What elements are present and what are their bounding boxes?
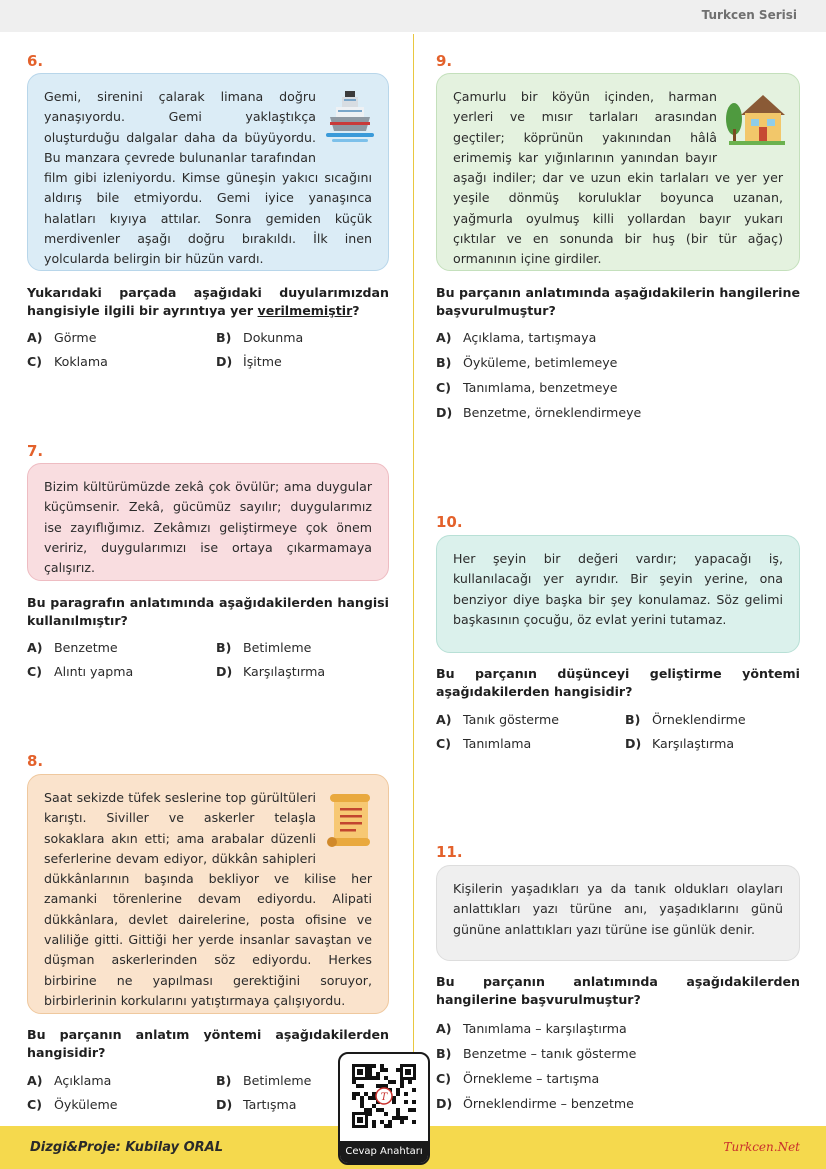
question-6-option-b[interactable]: [216, 330, 303, 346]
option-text: Açıklama, tartışmaya: [463, 330, 597, 345]
question-11-stem: Bu parçanın anlatımında aşağıdakilerden hangilerine başvurulmuştur?: [436, 974, 800, 1007]
option-text: Açıklama: [54, 1073, 112, 1088]
option-letter: B): [436, 355, 452, 370]
question-11-option-b[interactable]: [436, 1046, 636, 1062]
question-9-passage-box: [436, 73, 800, 271]
question-10-number: 10.: [436, 513, 463, 531]
option-letter: B): [436, 1046, 452, 1061]
question-10-passage-text: Her şeyin bir değeri vardır; yapacağı iş, kullanılacağı yer ayrıdır. Bir şeyin yerine, ona benziyor diye başka bir şey konulamaz. Söz gelimi başkasının çocuğu, öz evlat yerini tutamaz.: [453, 551, 783, 627]
option-text: Karşılaştırma: [652, 736, 735, 751]
option-letter: A): [27, 330, 43, 345]
question-8-stem: Bu parçanın anlatım yöntemi aşağıdakilerden hangisidir?: [27, 1027, 389, 1060]
option-text: Görme: [54, 330, 97, 345]
option-letter: D): [216, 1097, 233, 1112]
option-letter: C): [436, 736, 451, 751]
option-text: Betimleme: [243, 640, 312, 655]
option-letter: D): [216, 664, 233, 679]
scroll-icon: [324, 790, 376, 858]
option-text: Örneklendirme – benzetme: [463, 1096, 634, 1111]
answer-key-label: Cevap Anahtarı: [340, 1141, 428, 1163]
option-letter: C): [436, 380, 451, 395]
question-9-option-c[interactable]: [436, 380, 618, 396]
turkcen-logo: Turkcen.Net: [723, 1140, 800, 1154]
question-9-number: 9.: [436, 52, 453, 70]
question-10-option-d[interactable]: [625, 736, 734, 752]
question-7-option-c[interactable]: [27, 664, 133, 680]
question-7-passage-box: [27, 463, 389, 581]
option-text: Tanımlama, benzetmeye: [463, 380, 618, 395]
question-7-option-d[interactable]: [216, 664, 325, 680]
question-8-option-a[interactable]: [27, 1073, 111, 1089]
option-letter: B): [625, 712, 641, 727]
option-text: Karşılaştırma: [243, 664, 326, 679]
question-6-passage-box: [27, 73, 389, 271]
footer-credit: Dizgi&Proje: Kubilay ORAL: [30, 1140, 223, 1155]
question-11-option-a[interactable]: [436, 1021, 627, 1037]
question-8-option-c[interactable]: [27, 1097, 118, 1113]
question-6-stem-end: ?: [352, 303, 360, 318]
option-text: Öyküleme: [54, 1097, 118, 1112]
question-7-option-b[interactable]: [216, 640, 311, 656]
header-bar: [0, 0, 826, 32]
question-9-passage-text: Çamurlu bir köyün içinden, harman yerleri ve mısır tarlaları arasından geçtiler; köprünün yakınından hâlâ erimemiş kar yığınlarının yanından bayır aşağı indiler; dar ve uzun ekin tarlaları ve yer yer yeşile dönmüş koruluklar boyunca uzanan, yağmurla oyulmuş killi yollardan bayır yukarı çıktılar ve en sonunda bir huş (bir tür ağaç) ormanının içine girdiler.: [453, 89, 783, 267]
question-6-option-a[interactable]: [27, 330, 96, 346]
option-letter: A): [436, 330, 452, 345]
option-letter: C): [27, 1097, 42, 1112]
option-text: Betimleme: [243, 1073, 312, 1088]
option-letter: B): [216, 1073, 232, 1088]
question-10-stem: Bu parçanın düşünceyi geliştirme yöntemi aşağıdakilerden hangisidir?: [436, 666, 800, 699]
question-6-number: 6.: [27, 52, 44, 70]
question-7-stem: Bu paragrafın anlatımında aşağıdakilerden hangisi kullanılmıştır?: [27, 595, 389, 628]
answer-key-qr-card[interactable]: [338, 1052, 430, 1165]
option-text: Alıntı yapma: [54, 664, 134, 679]
question-8-number: 8.: [27, 752, 44, 770]
question-9-stem: Bu parçanın anlatımında aşağıdakilerin hangilerine başvurulmuştur?: [436, 285, 800, 318]
question-6-passage-text: Gemi, sirenini çalarak limana doğru yanaşıyordu. Gemi yaklaştıkça oluşturduğu dalgalar daha da büyüyordu. Bu manzara çevrede bulunanlar tarafından film gibi izleniyordu. Kimse güneşin yakıcı sıcağını aldırış bile etmiyordu. Gemi iyice yanaşınca halatları kıyıya attılar. Sonra gemiden küçük merdivenler aşağı doğru bırakıldı. İlk inen yolcularda belirgin bir hüzün vardı.: [44, 89, 372, 267]
house-icon: [725, 89, 787, 153]
question-11-passage-box: [436, 865, 800, 961]
column-divider: [413, 34, 414, 1125]
question-7-option-a[interactable]: [27, 640, 118, 656]
series-name: Turkcen Serisi: [701, 8, 797, 22]
question-8-option-d[interactable]: [216, 1097, 297, 1113]
question-11-option-c[interactable]: [436, 1071, 599, 1087]
question-9-option-d[interactable]: [436, 405, 641, 421]
question-7-passage-text: Bizim kültürümüzde zekâ çok övülür; ama duygular küçümsenir. Zekâ, gücümüz sayılır; duygularımız ise zayıflığımız. Zekâmızı geliştirmeye çok önem veririz, duygularımızı ise ortaya çıkarmamaya çalışırız.: [44, 479, 372, 576]
question-10-option-a[interactable]: [436, 712, 559, 728]
option-text: Benzetme, örneklendirmeye: [463, 405, 642, 420]
option-text: Dokunma: [243, 330, 304, 345]
question-6-option-d[interactable]: [216, 354, 282, 370]
svg-text:T: T: [380, 1092, 388, 1103]
option-text: Tanımlama – karşılaştırma: [463, 1021, 627, 1036]
option-letter: B): [216, 330, 232, 345]
question-6-stem-emphasis: verilmemiştir: [257, 303, 353, 318]
option-text: Örneklendirme: [652, 712, 746, 727]
option-letter: D): [625, 736, 642, 751]
question-11-option-d[interactable]: [436, 1096, 634, 1112]
option-letter: A): [27, 640, 43, 655]
question-10-option-c[interactable]: [436, 736, 531, 752]
option-letter: A): [436, 712, 452, 727]
option-letter: C): [27, 664, 42, 679]
question-9-option-a[interactable]: [436, 330, 596, 346]
option-text: Koklama: [54, 354, 108, 369]
option-text: Benzetme: [54, 640, 118, 655]
option-letter: A): [27, 1073, 43, 1088]
question-11-passage-text: Kişilerin yaşadıkları ya da tanık oldukları olayları anlattıkları yazı türüne anı, yaşadıklarını günü gününe anlattıkları yazı türüne ise günlük denir.: [453, 881, 783, 937]
question-6-stem: [27, 284, 389, 320]
option-letter: C): [436, 1071, 451, 1086]
question-6-option-c[interactable]: [27, 354, 108, 370]
question-10-passage-box: [436, 535, 800, 653]
option-text: Öyküleme, betimlemeye: [463, 355, 618, 370]
option-letter: D): [436, 1096, 453, 1111]
option-text: İşitme: [243, 354, 282, 369]
option-letter: A): [436, 1021, 452, 1036]
option-text: Benzetme – tanık gösterme: [463, 1046, 637, 1061]
question-7-number: 7.: [27, 442, 44, 460]
option-text: Tanımlama: [463, 736, 532, 751]
question-10-option-b[interactable]: [625, 712, 746, 728]
question-9-option-b[interactable]: [436, 355, 617, 371]
qr-code-icon: [352, 1064, 416, 1128]
option-text: Tartışma: [243, 1097, 297, 1112]
question-8-passage-text: Saat sekizde tüfek seslerine top gürültüleri karıştı. Siviller ve askerler telaşla sokaklara akın etti; ama arabalar düzenli seferlerine devam ediyor, dükkân sahipleri dükkânlarının başında bekliyor ve kilise her zamanki törenlerine devam ediyordu. Alipati dükkânlara, devlet dairelerine, posta ofisine ve valiliğe gitti. Gittiği her yerde insanlar savaştan ve düşman askerlerinden söz ediyordu. Herkes birbirine ne yapılması gerektiğini soruyor, birbirlerinin korkularını yatıştırmaya çalışıyordu.: [44, 790, 372, 1008]
option-text: Tanık gösterme: [463, 712, 560, 727]
option-letter: C): [27, 354, 42, 369]
option-letter: B): [216, 640, 232, 655]
question-8-option-b[interactable]: [216, 1073, 311, 1089]
question-8-passage-box: [27, 774, 389, 1014]
option-letter: D): [436, 405, 453, 420]
ship-icon: [324, 89, 376, 155]
option-letter: D): [216, 354, 233, 369]
question-11-number: 11.: [436, 843, 463, 861]
question-6-stem-text: Yukarıdaki parçada aşağıdaki duyularımızdan hangisiyle ilgili bir ayrıntıya yer: [27, 285, 389, 318]
option-text: Örnekleme – tartışma: [463, 1071, 600, 1086]
